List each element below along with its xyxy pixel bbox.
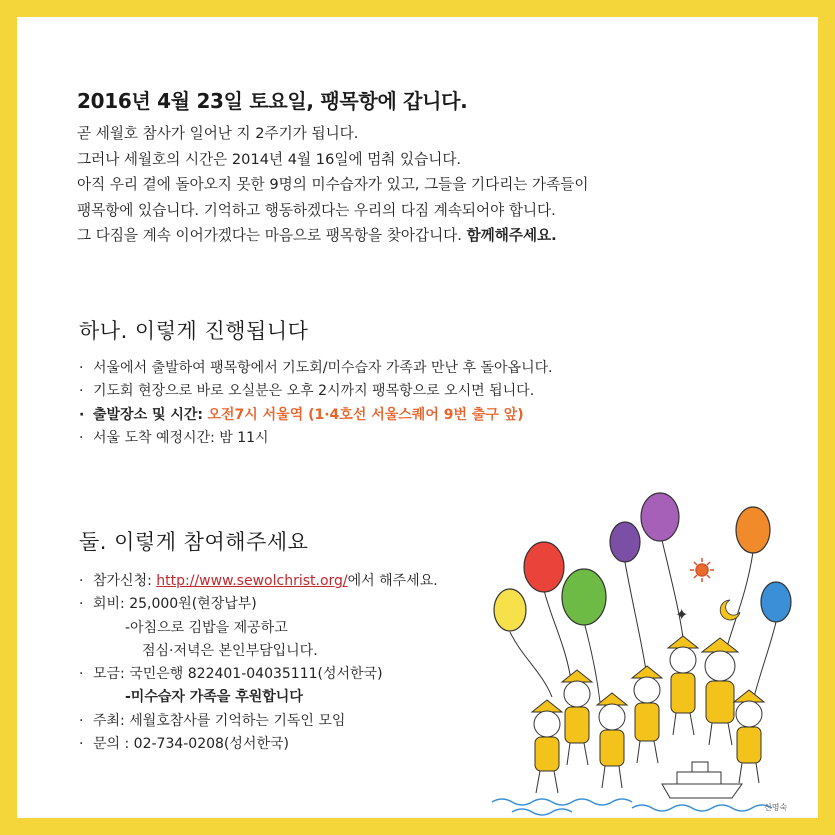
list-item	[79, 357, 553, 380]
fee-note: 점심·저녁은 본인부담입니다.	[142, 642, 318, 659]
section-title-participation: 둘. 이렇게 참여해주세요	[79, 530, 309, 554]
bullet-icon: ·	[79, 429, 84, 446]
participation-list	[79, 570, 438, 756]
section-title-schedule: 하나. 이렇게 진행됩니다	[79, 319, 309, 343]
bullet-icon: ·	[79, 383, 84, 400]
balloon-icon	[524, 542, 564, 592]
balloon-icon	[610, 522, 640, 562]
list-item	[79, 663, 438, 686]
contact-text: 문의 : 02-734-0208(성서한국)	[93, 736, 289, 753]
schedule-list	[79, 357, 553, 450]
departure-value: 오전7시 서울역 (1·4호선 서울스퀘어 9번 출구 앞)	[207, 406, 524, 423]
list-item	[79, 593, 438, 616]
list-item	[79, 710, 438, 733]
list-item-text: 서울에서 출발하여 팽목항에서 기도회/미수습자 가족과 만난 후 돌아옵니다.	[93, 360, 553, 376]
list-item	[79, 404, 553, 427]
intro-paragraph	[77, 121, 797, 249]
sun-icon	[690, 558, 714, 582]
bullet-icon: ·	[79, 736, 84, 753]
balloon-icon	[494, 589, 526, 631]
person-icon	[562, 670, 592, 765]
apply-suffix: 에서 해주세요.	[347, 573, 438, 589]
donation-text: 모금: 국민은행 822401-04035111(성서한국)	[93, 666, 383, 683]
list-item	[79, 427, 553, 450]
bullet-icon: ·	[79, 360, 84, 376]
person-icon	[734, 690, 764, 783]
fee-note: -아침으로 김밥을 제공하고	[125, 619, 288, 636]
intro-line: 팽목항에 있습니다. 기억하고 행동하겠다는 우리의 다짐 계속되어야 합니다.	[77, 201, 556, 219]
balloon-icon	[761, 582, 791, 622]
balloon-icon	[562, 569, 606, 625]
ship-icon	[662, 762, 742, 798]
list-item	[79, 570, 438, 593]
list-item	[79, 380, 553, 403]
bullet-icon: ·	[79, 596, 84, 613]
poster-card	[17, 17, 818, 818]
person-icon	[532, 700, 562, 793]
intro-line: 곧 세월호 참사가 일어난 지 2주기가 됩니다.	[77, 125, 359, 142]
person-icon	[632, 666, 662, 763]
bullet-icon: ·	[79, 573, 84, 589]
intro-line: 아직 우리 곁에 돌아오지 못한 9명의 미수습자가 있고, 그들을 기다리는 가족들이	[77, 176, 589, 193]
donation-note: -미수습자 가족을 후원합니다	[125, 689, 303, 706]
person-icon	[702, 638, 738, 745]
apply-link[interactable]: http://www.sewolchrist.org/	[156, 573, 348, 589]
artist-signature: 신명숙	[764, 803, 788, 812]
intro-emphasis: 함께해주세요.	[466, 227, 557, 244]
balloon-people-illustration	[472, 472, 822, 817]
wave-icon	[492, 799, 772, 815]
intro-line: 그러나 세월호의 시간은 2014년 4월 16일에 멈춰 있습니다.	[77, 150, 462, 168]
departure-label: 출발장소 및 시간:	[93, 406, 204, 423]
bullet-icon: ·	[79, 712, 84, 729]
balloon-icon	[641, 493, 679, 541]
star-icon: ✦	[675, 605, 689, 624]
bullet-icon: ·	[79, 666, 84, 683]
balloon-icon	[736, 507, 770, 553]
apply-label: 참가신청:	[93, 573, 152, 589]
moon-icon	[720, 600, 740, 620]
person-icon	[597, 693, 627, 788]
bullet-icon: ·	[79, 406, 85, 423]
list-item-text: 기도회 현장으로 바로 오실분은 오후 2시까지 팽목항으로 오시면 됩니다.	[93, 383, 535, 400]
intro-line-text: 그 다짐을 계속 이어가겠다는 마음으로 팽목항을 찾아갑니다.	[77, 227, 462, 244]
person-icon	[668, 636, 698, 735]
list-item	[79, 733, 438, 756]
host-text: 주최: 세월호참사를 기억하는 기독인 모임	[93, 712, 346, 729]
list-item-text: 서울 도착 예정시간: 밤 11시	[93, 429, 269, 446]
fee-text: 회비: 25,000원(현장납부)	[93, 596, 257, 613]
intro-line	[77, 223, 797, 249]
event-headline: 2016년 4월 23일 토요일, 팽목항에 갑니다.	[77, 89, 468, 113]
